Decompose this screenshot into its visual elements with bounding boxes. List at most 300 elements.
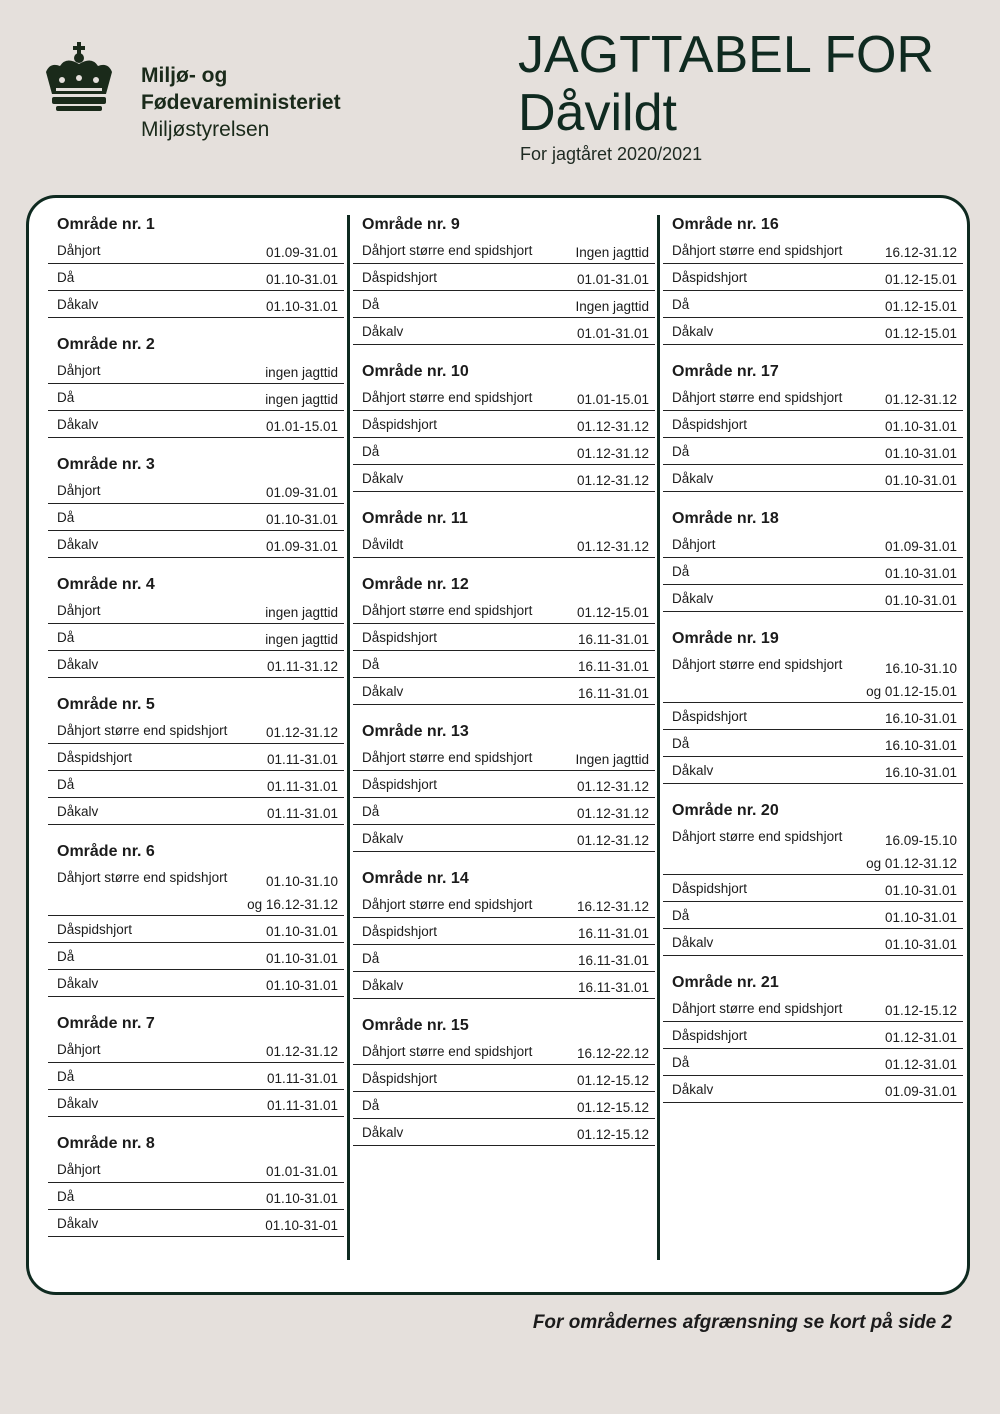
area-block: [663, 971, 963, 1103]
row-label: Då: [362, 657, 380, 672]
row-dates: [577, 272, 649, 287]
row-label: Dåkalv: [362, 684, 404, 699]
date-range: 01.09-31.01: [265, 245, 338, 260]
table-row: [353, 597, 655, 624]
table-row: [48, 970, 344, 997]
row-dates: [265, 632, 338, 647]
row-dates: [267, 779, 338, 794]
date-range: 16.10-31.10: [884, 661, 957, 676]
date-range: 01.10-31.01: [884, 937, 957, 952]
date-range: 16.10-31.01: [884, 711, 957, 726]
date-range: 16.11-31.01: [577, 980, 649, 995]
row-label: Dåhjort større end spidshjort: [362, 243, 533, 258]
date-range: ingen jagttid: [265, 632, 338, 647]
date-range: 01.12-15.12: [576, 1100, 649, 1115]
table-row: [663, 291, 963, 318]
date-range: ingen jagttid: [265, 392, 338, 407]
date-range: 01.10-31.01: [265, 512, 338, 527]
row-dates: [577, 392, 649, 407]
table-row: [663, 411, 963, 438]
table-row: [353, 624, 655, 651]
date-range: 01.12-31.12: [576, 446, 649, 461]
date-range: 01.12-31.12: [576, 833, 649, 848]
row-label: Då: [672, 564, 690, 579]
row-dates: [266, 725, 338, 740]
table-row: [48, 1156, 344, 1183]
date-range: 01.11-31.12: [266, 659, 338, 674]
column-divider: [657, 215, 660, 1260]
date-range: 16.11-31.01: [577, 632, 649, 647]
row-label: Då: [57, 270, 75, 285]
row-label: Dåhjort: [57, 1042, 101, 1057]
table-row: [353, 1065, 655, 1092]
table-row: [353, 237, 655, 264]
date-range: 01.12-31.12: [884, 392, 957, 407]
row-label: Dåspidshjort: [362, 777, 438, 792]
row-dates: [866, 661, 957, 699]
table-row: [48, 1090, 344, 1117]
table-row: [48, 1036, 344, 1063]
area-title: Område nr. 1: [57, 216, 155, 233]
table-row: [663, 384, 963, 411]
area-block: [663, 627, 963, 784]
row-label: Dåspidshjort: [57, 750, 133, 765]
date-range: 16.12-31.12: [576, 899, 649, 914]
row-dates: [575, 752, 649, 767]
date-range: 01.01-31.01: [576, 326, 649, 341]
table-row: [353, 678, 655, 705]
area-block: [48, 333, 344, 438]
row-label: Då: [57, 1069, 75, 1084]
org-line1: Miljø- og: [141, 64, 228, 87]
table-row: [353, 771, 655, 798]
row-label: Dåhjort: [57, 603, 101, 618]
area-block: [663, 360, 963, 492]
area-title: Område nr. 15: [362, 1017, 469, 1034]
area-title: Område nr. 8: [57, 1135, 155, 1152]
row-dates: [267, 1098, 338, 1113]
table-row: [48, 1183, 344, 1210]
date-range: Ingen jagttid: [575, 245, 649, 260]
row-label: Dåhjort større end spidshjort: [672, 829, 843, 844]
date-range: 01.10-31.01: [265, 924, 338, 939]
table-row: [48, 916, 344, 943]
table-row: [353, 438, 655, 465]
table-row: [353, 945, 655, 972]
date-range: 01.10-31.01: [884, 419, 957, 434]
row-label: Dåkalv: [362, 324, 404, 339]
table-row: [353, 1038, 655, 1065]
table-row: [353, 798, 655, 825]
row-dates: [265, 605, 338, 620]
area-block: [353, 1014, 655, 1146]
row-label: Dåspidshjort: [57, 922, 133, 937]
date-range: 16.11-31.01: [577, 926, 649, 941]
area-block: [48, 573, 344, 678]
date-range: 16.11-31.01: [577, 686, 649, 701]
footer-note: For områdernes afgrænsning se kort på side 2: [532, 1312, 952, 1333]
row-dates: [266, 978, 338, 993]
date-range: 16.11-31.01: [577, 659, 649, 674]
date-range: og 01.12-15.01: [866, 684, 957, 699]
area-title: Område nr. 5: [57, 696, 155, 713]
row-dates: [885, 299, 957, 314]
table-row: [353, 291, 655, 318]
row-label: Då: [57, 949, 75, 964]
row-label: Dåkalv: [362, 978, 404, 993]
table-row: [663, 438, 963, 465]
table-row: [663, 995, 963, 1022]
date-range: 01.12-15.01: [884, 272, 957, 287]
title-line2: Dåvildt: [518, 84, 677, 142]
row-label: Dåkalv: [672, 591, 714, 606]
row-label: Dåhjort større end spidshjort: [672, 657, 843, 672]
table-row: [353, 465, 655, 492]
row-label: Dåspidshjort: [362, 417, 438, 432]
row-label: Dåhjort større end spidshjort: [672, 1001, 843, 1016]
table-row: [353, 264, 655, 291]
date-range: 01.12-31.12: [576, 539, 649, 554]
row-label: Dåhjort større end spidshjort: [362, 1044, 533, 1059]
row-label: Dåkalv: [672, 471, 714, 486]
row-dates: [885, 272, 957, 287]
row-label: Dåhjort større end spidshjort: [672, 390, 843, 405]
date-range: 01.10-31.01: [884, 473, 957, 488]
row-label: Då: [57, 630, 75, 645]
area-block: [663, 799, 963, 956]
area-block: [353, 360, 655, 492]
row-label: Dåhjort større end spidshjort: [57, 723, 228, 738]
row-dates: [266, 419, 338, 434]
date-range: 01.12-31.12: [265, 725, 338, 740]
date-range: 01.10-31.01: [884, 910, 957, 925]
date-range: 01.12-15.01: [884, 299, 957, 314]
date-range: 16.10-31.01: [884, 738, 957, 753]
table-row: [48, 624, 344, 651]
table-row: [48, 531, 344, 558]
row-dates: [267, 752, 338, 767]
table-row: [48, 771, 344, 798]
row-dates: [577, 473, 649, 488]
table-row: [353, 1119, 655, 1146]
row-label: Dåvildt: [362, 537, 404, 552]
table-row: [353, 972, 655, 999]
row-label: Dåspidshjort: [362, 1071, 438, 1086]
row-dates: [885, 566, 957, 581]
date-range: 01.01-15.01: [265, 419, 338, 434]
row-dates: [577, 1127, 649, 1142]
row-dates: [266, 485, 338, 500]
row-dates: [885, 1057, 957, 1072]
row-dates: [885, 392, 957, 407]
date-range: 16.11-31.01: [577, 953, 649, 968]
row-label: Dåspidshjort: [672, 417, 748, 432]
area-title: Område nr. 12: [362, 576, 469, 593]
table-row: [663, 703, 963, 730]
table-row: [48, 1210, 344, 1237]
row-dates: [885, 245, 957, 260]
row-label: Dåspidshjort: [362, 270, 438, 285]
area-title: Område nr. 18: [672, 510, 779, 527]
area-title: Område nr. 21: [672, 974, 779, 991]
row-dates: [885, 738, 957, 753]
table-row: [353, 891, 655, 918]
table-row: [663, 318, 963, 345]
row-dates: [266, 1191, 338, 1206]
row-label: Dåhjort: [57, 483, 101, 498]
row-dates: [265, 1218, 338, 1233]
date-range: 01.10-31.01: [265, 1191, 338, 1206]
date-range: Ingen jagttid: [575, 752, 649, 767]
row-dates: [866, 833, 957, 871]
row-label: Dåkalv: [362, 831, 404, 846]
row-label: Dåkalv: [672, 1082, 714, 1097]
table-row: [353, 744, 655, 771]
column-3: [663, 213, 963, 1118]
column-1: [48, 213, 344, 1252]
row-dates: [885, 473, 957, 488]
row-dates: [266, 1044, 338, 1059]
date-range: 01.01-31.01: [576, 272, 649, 287]
date-range: ingen jagttid: [265, 605, 338, 620]
table-row: [663, 902, 963, 929]
row-label: Då: [672, 297, 690, 312]
row-dates: [247, 874, 338, 912]
crown-logo: [40, 42, 120, 112]
row-label: Dåspidshjort: [672, 709, 748, 724]
row-label: Då: [362, 1098, 380, 1113]
row-dates: [266, 951, 338, 966]
date-range: 01.10-31.01: [265, 272, 338, 287]
row-dates: [885, 910, 957, 925]
row-dates: [267, 1071, 338, 1086]
date-range: og 16.12-31.12: [247, 897, 338, 912]
date-range: 16.09-15.10: [884, 833, 957, 848]
row-label: Dåhjort større end spidshjort: [362, 603, 533, 618]
area-block: [48, 693, 344, 825]
row-label: Dåhjort større end spidshjort: [362, 750, 533, 765]
area-title: Område nr. 14: [362, 870, 469, 887]
table-row: [353, 1092, 655, 1119]
row-label: Dåspidshjort: [362, 924, 438, 939]
table-row: [48, 264, 344, 291]
area-title: Område nr. 11: [362, 510, 468, 527]
area-title: Område nr. 13: [362, 723, 469, 740]
row-dates: [577, 1100, 649, 1115]
table-row: [663, 730, 963, 757]
row-dates: [578, 926, 649, 941]
date-range: 16.12-31.12: [884, 245, 957, 260]
table-row: [48, 651, 344, 678]
row-dates: [266, 1164, 338, 1179]
date-range: 01.12-31.12: [576, 806, 649, 821]
table-row: [353, 411, 655, 438]
date-range: 01.12-31.01: [884, 1030, 957, 1045]
row-dates: [577, 446, 649, 461]
table-row: [663, 875, 963, 902]
date-range: 01.12-31.12: [576, 473, 649, 488]
date-range: 01.10-31.01: [265, 951, 338, 966]
date-range: 01.09-31.01: [884, 539, 957, 554]
row-dates: [265, 365, 338, 380]
table-row: [663, 237, 963, 264]
date-range: 01.12-31.01: [884, 1057, 957, 1072]
row-label: Då: [362, 951, 380, 966]
row-label: Dåkalv: [57, 537, 99, 552]
area-title: Område nr. 7: [57, 1015, 155, 1032]
table-row: [663, 1076, 963, 1103]
table-row: [48, 384, 344, 411]
row-dates: [266, 924, 338, 939]
area-title: Område nr. 2: [57, 336, 155, 353]
org-line2: Fødevareministeriet: [141, 91, 341, 114]
area-title: Område nr. 19: [672, 630, 779, 647]
row-label: Då: [672, 908, 690, 923]
area-title: Område nr. 9: [362, 216, 460, 233]
row-dates: [885, 711, 957, 726]
date-range: 01.12-15.12: [884, 1003, 957, 1018]
date-range: 01.12-31.12: [576, 419, 649, 434]
table-row: [353, 651, 655, 678]
date-range: 01.11-31.01: [266, 779, 338, 794]
row-dates: [266, 512, 338, 527]
date-range: 01.10-31.01: [884, 446, 957, 461]
date-range: 01.10-31.01: [265, 299, 338, 314]
row-label: Dåhjort større end spidshjort: [57, 870, 228, 885]
area-block: [353, 213, 655, 345]
date-range: 01.11-31.01: [266, 752, 338, 767]
date-range: 01.09-31.01: [265, 485, 338, 500]
column-2: [353, 213, 655, 1161]
row-dates: [266, 272, 338, 287]
table-row: [663, 264, 963, 291]
date-range: 01.11-31.01: [266, 806, 338, 821]
row-label: Då: [57, 510, 75, 525]
table-row: [663, 558, 963, 585]
date-range: 01.12-15.01: [884, 326, 957, 341]
date-range: 01.11-31.01: [266, 1098, 338, 1113]
column-divider: [347, 215, 350, 1260]
area-block: [663, 507, 963, 612]
table-row: [48, 943, 344, 970]
row-label: Dåhjort større end spidshjort: [362, 390, 533, 405]
row-dates: [885, 593, 957, 608]
row-label: Dåkalv: [57, 1096, 99, 1111]
date-range: 01.12-15.01: [576, 605, 649, 620]
table-row: [663, 585, 963, 612]
row-label: Dåhjort: [57, 243, 101, 258]
row-label: Dåkalv: [57, 804, 99, 819]
row-dates: [267, 659, 338, 674]
area-block: [353, 720, 655, 852]
date-range: 01.10-31.01: [884, 883, 957, 898]
row-dates: [885, 446, 957, 461]
date-range: 01.12-15.12: [576, 1073, 649, 1088]
ministry-name: [141, 62, 341, 143]
row-label: Dåkalv: [57, 297, 99, 312]
date-range: Ingen jagttid: [575, 299, 649, 314]
area-title: Område nr. 6: [57, 843, 155, 860]
page-title: [518, 26, 934, 142]
row-dates: [267, 806, 338, 821]
row-dates: [578, 632, 649, 647]
row-label: Då: [362, 297, 380, 312]
date-range: 01.10-31.01: [884, 566, 957, 581]
row-dates: [885, 1030, 957, 1045]
row-dates: [577, 1073, 649, 1088]
date-range: 01.12-31.12: [576, 779, 649, 794]
row-dates: [575, 299, 649, 314]
row-label: Då: [362, 444, 380, 459]
area-title: Område nr. 3: [57, 456, 155, 473]
table-row: [48, 477, 344, 504]
row-dates: [577, 419, 649, 434]
date-range: 01.01-15.01: [576, 392, 649, 407]
row-dates: [885, 1003, 957, 1018]
row-dates: [266, 245, 338, 260]
row-dates: [885, 1084, 957, 1099]
date-range: 01.10-31-01: [265, 1218, 338, 1233]
title-line1: JAGTTABEL FOR: [518, 26, 935, 84]
row-dates: [266, 299, 338, 314]
date-range: ingen jagttid: [265, 365, 338, 380]
row-label: Dåspidshjort: [672, 881, 748, 896]
table-row: [48, 357, 344, 384]
area-block: [48, 213, 344, 318]
area-block: [48, 1132, 344, 1237]
table-row: [353, 384, 655, 411]
table-row: [48, 411, 344, 438]
row-dates: [578, 980, 649, 995]
row-dates: [885, 419, 957, 434]
row-dates: [577, 806, 649, 821]
row-label: Då: [57, 390, 75, 405]
row-label: Dåhjort: [672, 537, 716, 552]
row-label: Då: [57, 777, 75, 792]
date-range: 01.10-31.01: [884, 593, 957, 608]
row-label: Dåkalv: [362, 471, 404, 486]
row-dates: [578, 953, 649, 968]
row-label: Dåkalv: [672, 935, 714, 950]
table-row: [48, 237, 344, 264]
row-label: Dåspidshjort: [362, 630, 438, 645]
row-dates: [265, 392, 338, 407]
area-title: Område nr. 4: [57, 576, 155, 593]
table-row: [48, 717, 344, 744]
row-label: Dåkalv: [57, 657, 99, 672]
area-block: [353, 507, 655, 558]
table-row: [353, 318, 655, 345]
area-block: [48, 840, 344, 997]
row-label: Dåhjort større end spidshjort: [362, 897, 533, 912]
row-label: Då: [672, 736, 690, 751]
date-range: 01.11-31.01: [266, 1071, 338, 1086]
date-range: 01.09-31.01: [884, 1084, 957, 1099]
date-range: 01.10-31.10: [265, 874, 338, 889]
row-label: Dåspidshjort: [672, 270, 748, 285]
area-title: Område nr. 17: [672, 363, 779, 380]
table-row: [48, 798, 344, 825]
table-row: [353, 918, 655, 945]
table-row: [353, 825, 655, 852]
row-label: Då: [672, 444, 690, 459]
row-dates: [577, 605, 649, 620]
page-subtitle: For jagtåret 2020/2021: [520, 144, 703, 164]
table-row: [663, 1049, 963, 1076]
date-range: 16.10-31.01: [884, 765, 957, 780]
row-dates: [885, 539, 957, 554]
date-range: og 01.12-31.12: [866, 856, 957, 871]
